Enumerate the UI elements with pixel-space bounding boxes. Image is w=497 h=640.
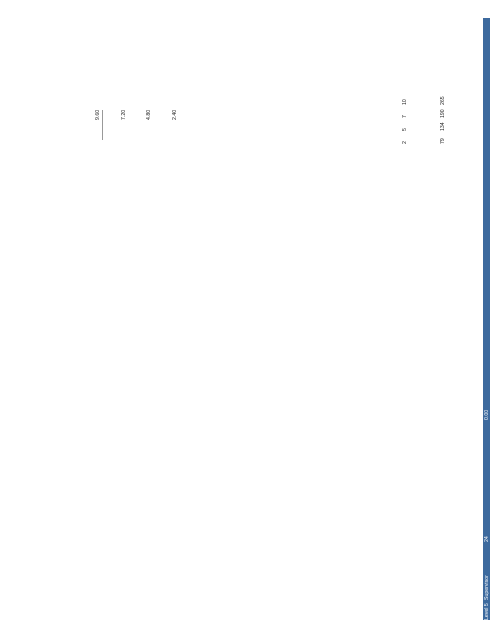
rule	[102, 110, 103, 140]
value-134: 134	[440, 122, 446, 131]
value-2-40: 2.40	[172, 109, 178, 120]
value-190: 190	[440, 109, 446, 118]
level-5-count: 24	[484, 536, 490, 542]
level-5-label: Level 5	[484, 603, 490, 620]
value-2: 2	[402, 141, 408, 144]
level-5-band	[483, 18, 490, 620]
value-9-60: 9.60	[95, 109, 101, 120]
value-7-20: 7.20	[121, 109, 127, 120]
value-10: 10	[402, 99, 408, 105]
value-5: 5	[402, 128, 408, 131]
value-4-80: 4.80	[146, 109, 152, 120]
level-5-value: 0.00	[484, 409, 490, 420]
value-265: 265	[440, 96, 446, 105]
value-7: 7	[402, 115, 408, 118]
level-5-role: Supervisor	[484, 575, 490, 600]
value-79: 79	[440, 138, 446, 144]
